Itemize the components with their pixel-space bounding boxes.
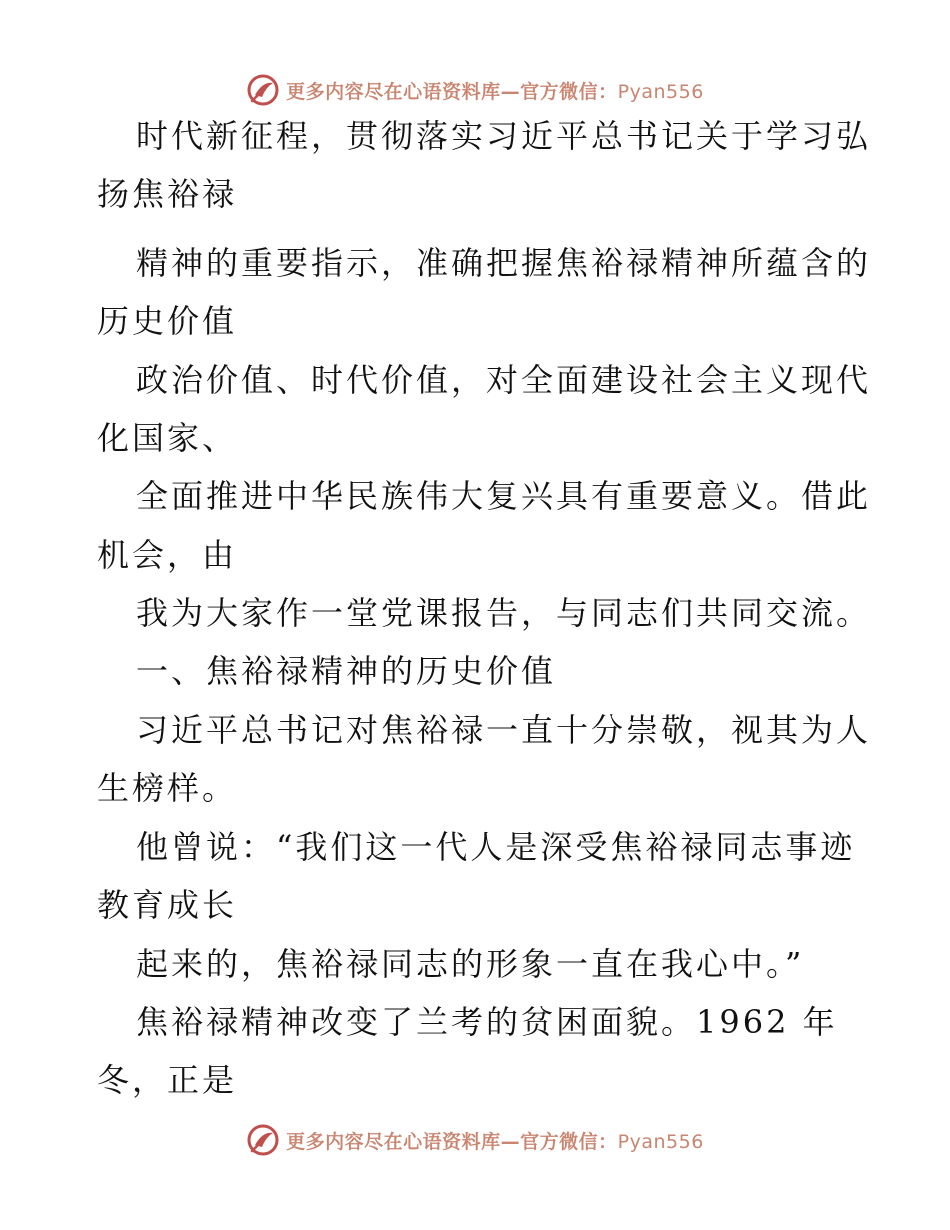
paragraph-line: 生榜样。 <box>97 769 238 807</box>
logo-icon <box>246 73 280 107</box>
paragraph-line: 教育成长 <box>97 886 238 924</box>
paragraph-line: 他曾说：“我们这一代人是深受焦裕禄同志事迹 <box>136 828 856 866</box>
watermark-text: 更多内容尽在心语资料库—官方微信：Pyan556 <box>286 1130 704 1153</box>
paragraph-line: 时代新征程，贯彻落实习近平总书记关于学习弘 <box>136 117 872 155</box>
footer-watermark <box>0 1120 950 1160</box>
paragraph-line: 扬焦裕禄 <box>97 175 238 213</box>
header-watermark <box>0 70 950 110</box>
paragraph-line: 焦裕禄精神改变了兰考的贫困面貌。1962 年 <box>136 1003 838 1041</box>
paragraph-line: 化国家、 <box>97 419 238 457</box>
paragraph-line: 政治价值、时代价值，对全面建设社会主义现代 <box>136 361 872 399</box>
paragraph-line: 习近平总书记对焦裕禄一直十分崇敬，视其为人 <box>136 711 872 749</box>
paragraph-line: 历史价值 <box>97 302 238 340</box>
paragraph-line: 起来的，焦裕禄同志的形象一直在我心中。” <box>136 945 805 983</box>
section-heading: 一、焦裕禄精神的历史价值 <box>136 652 557 690</box>
paragraph-line: 精神的重要指示，准确把握焦裕禄精神所蕴含的 <box>136 244 872 282</box>
paragraph-line: 我为大家作一堂党课报告，与同志们共同交流。 <box>136 594 872 632</box>
paragraph-line: 机会，由 <box>97 536 238 574</box>
paragraph-line: 全面推进中华民族伟大复兴具有重要意义。借此 <box>136 477 872 515</box>
paragraph-line: 冬，正是 <box>97 1061 238 1099</box>
logo-icon <box>246 1123 280 1157</box>
watermark-text: 更多内容尽在心语资料库—官方微信：Pyan556 <box>286 80 704 103</box>
